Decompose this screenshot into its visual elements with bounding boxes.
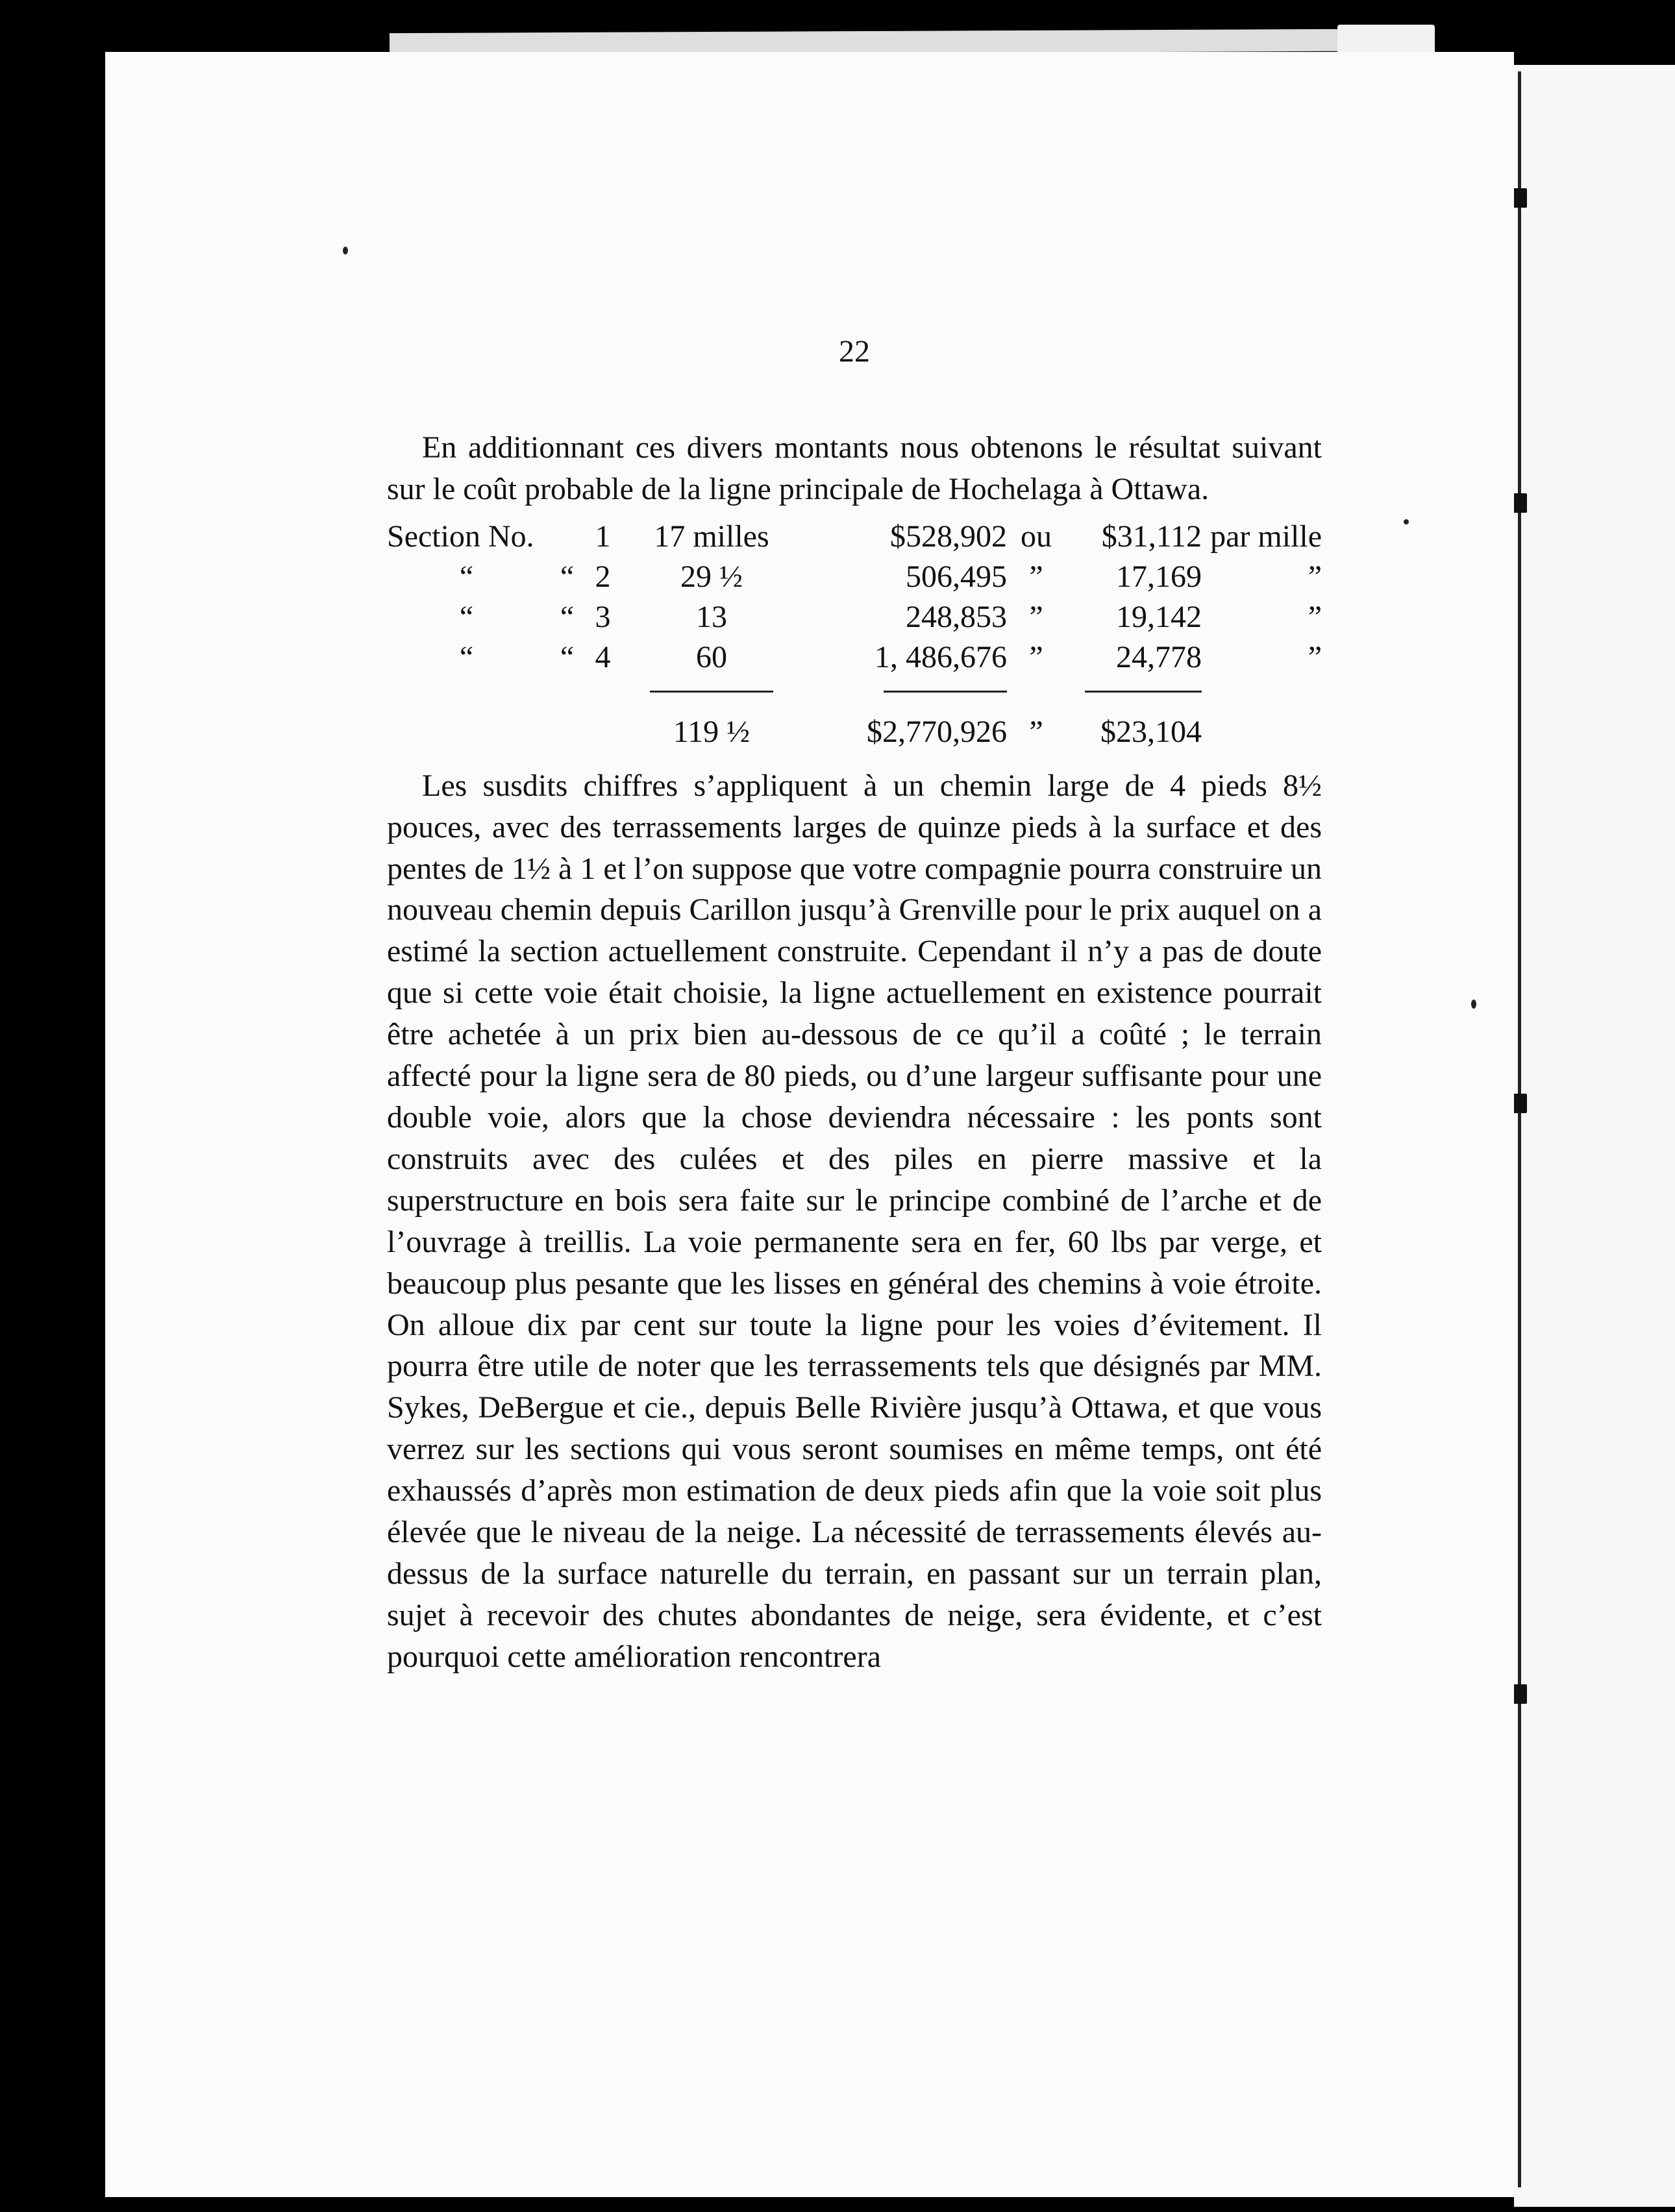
total-row <box>387 693 1322 752</box>
cost-per-mile: 24,778 <box>1116 639 1202 674</box>
ditto-mark: ” <box>1308 639 1322 674</box>
ditto-mark: “ <box>560 559 575 594</box>
ditto-mark: “ <box>560 599 575 634</box>
total-length: 119 ½ <box>673 714 751 749</box>
separator: ou <box>1021 519 1052 554</box>
cost-per-mile: $31,112 <box>1101 519 1202 554</box>
adjacent-leaf <box>1514 65 1675 2207</box>
ditto-mark: ” <box>1308 559 1322 594</box>
ditto-mark: ” <box>1029 639 1043 674</box>
table-row <box>387 637 1322 678</box>
body-paragraph: Les susdits chiffres s’appliquent à un chemin large de 4 pieds 8½ pouces, avec des terrassements larges de quinze pieds à la surface et des pentes de 1½ à 1 et l’on suppose que votre compagnie pourra construire un nouveau chemin depuis Carillon jusqu’à Grenville pour le prix auquel on a estimé la section actuellement construite. Cependant il n’y a pas de doute que si cette voie était choisie, la ligne actuellement en existence pourrait être achetée à un prix bien au-dessous de ce qu’il a coûté ; le terrain affecté pour la ligne sera de 80 pieds, ou d’une largeur suffisante pour une double voie, alors que la chose deviendra nécessaire : les ponts sont construits avec des culées et des piles en pierre massive et la superstructure en bois sera faite sur le principe combiné de l’arche et de l’ouvrage à treillis. La voie permanente sera en fer, 60 lbs par verge, et beaucoup plus pesante que les lisses en général des chemins à voie étroite. On alloue dix par cent sur toute la ligne pour les voies d’évitement. Il pourra être utile de noter que les terrassements tels que désignés par MM. Sykes, DeBergue et cie., depuis Belle Rivière jusqu’à Ottawa, et que vous verrez sur les sections qui vous seront soumises en même temps, ont été exhaussés d’après mon estimation de deux pieds afin que la voie soit plus élevée que le niveau de la neige. La nécessité de terrassements élevés au-dessus de la surface naturelle du terrain, en passant sur un terrain plan, sujet à recevoir des chutes abondantes de neige, sera évidente, et c’est pourquoi cette amélioration rencontrera <box>387 768 1322 1674</box>
ditto-mark: ” <box>1308 599 1322 634</box>
section-length: 13 <box>696 599 727 634</box>
page-number: 22 <box>839 334 870 369</box>
section-cost: $528,902 <box>890 519 1007 554</box>
section-label: Section No. <box>387 519 534 554</box>
cost-per-mile: 19,142 <box>1116 599 1202 634</box>
ditto-mark: “ <box>459 599 474 634</box>
speck <box>1471 1000 1476 1009</box>
ditto-mark: ” <box>1029 599 1043 634</box>
section-cost: 506,495 <box>906 559 1007 594</box>
total-cost: $2,770,926 <box>867 714 1007 749</box>
section-length: 29 ½ <box>680 559 743 594</box>
leaf-binding-line <box>1518 71 1521 2187</box>
page-text <box>387 331 1322 1678</box>
ditto-mark: ” <box>1029 714 1043 749</box>
ditto-mark: “ <box>459 559 474 594</box>
speck <box>1404 519 1409 524</box>
sum-rule-row <box>387 678 1322 693</box>
section-number: 3 <box>595 599 611 634</box>
ditto-mark: ” <box>1029 559 1043 594</box>
unit-label: par mille <box>1210 519 1322 554</box>
section-length: 17 milles <box>654 519 769 554</box>
ditto-mark: “ <box>459 639 474 674</box>
cost-per-mile: 17,169 <box>1116 559 1202 594</box>
intro-paragraph: En additionnant ces divers montants nous obtenons le résultat suivant sur le coût probable de la ligne principale de Hochelaga à Ottawa. <box>387 430 1322 506</box>
ditto-mark <box>546 517 588 557</box>
table-row <box>387 597 1322 637</box>
table-row <box>387 557 1322 597</box>
section-number: 4 <box>595 639 611 674</box>
section-length: 60 <box>696 639 727 674</box>
ditto-mark: “ <box>560 639 575 674</box>
section-number: 2 <box>595 559 611 594</box>
table-row <box>387 517 1322 557</box>
average-per-mile: $23,104 <box>1100 714 1202 749</box>
section-number: 1 <box>595 519 611 554</box>
speck <box>343 247 348 254</box>
section-cost: 248,853 <box>906 599 1007 634</box>
cost-table <box>387 517 1322 752</box>
section-cost: 1, 486,676 <box>875 639 1007 674</box>
